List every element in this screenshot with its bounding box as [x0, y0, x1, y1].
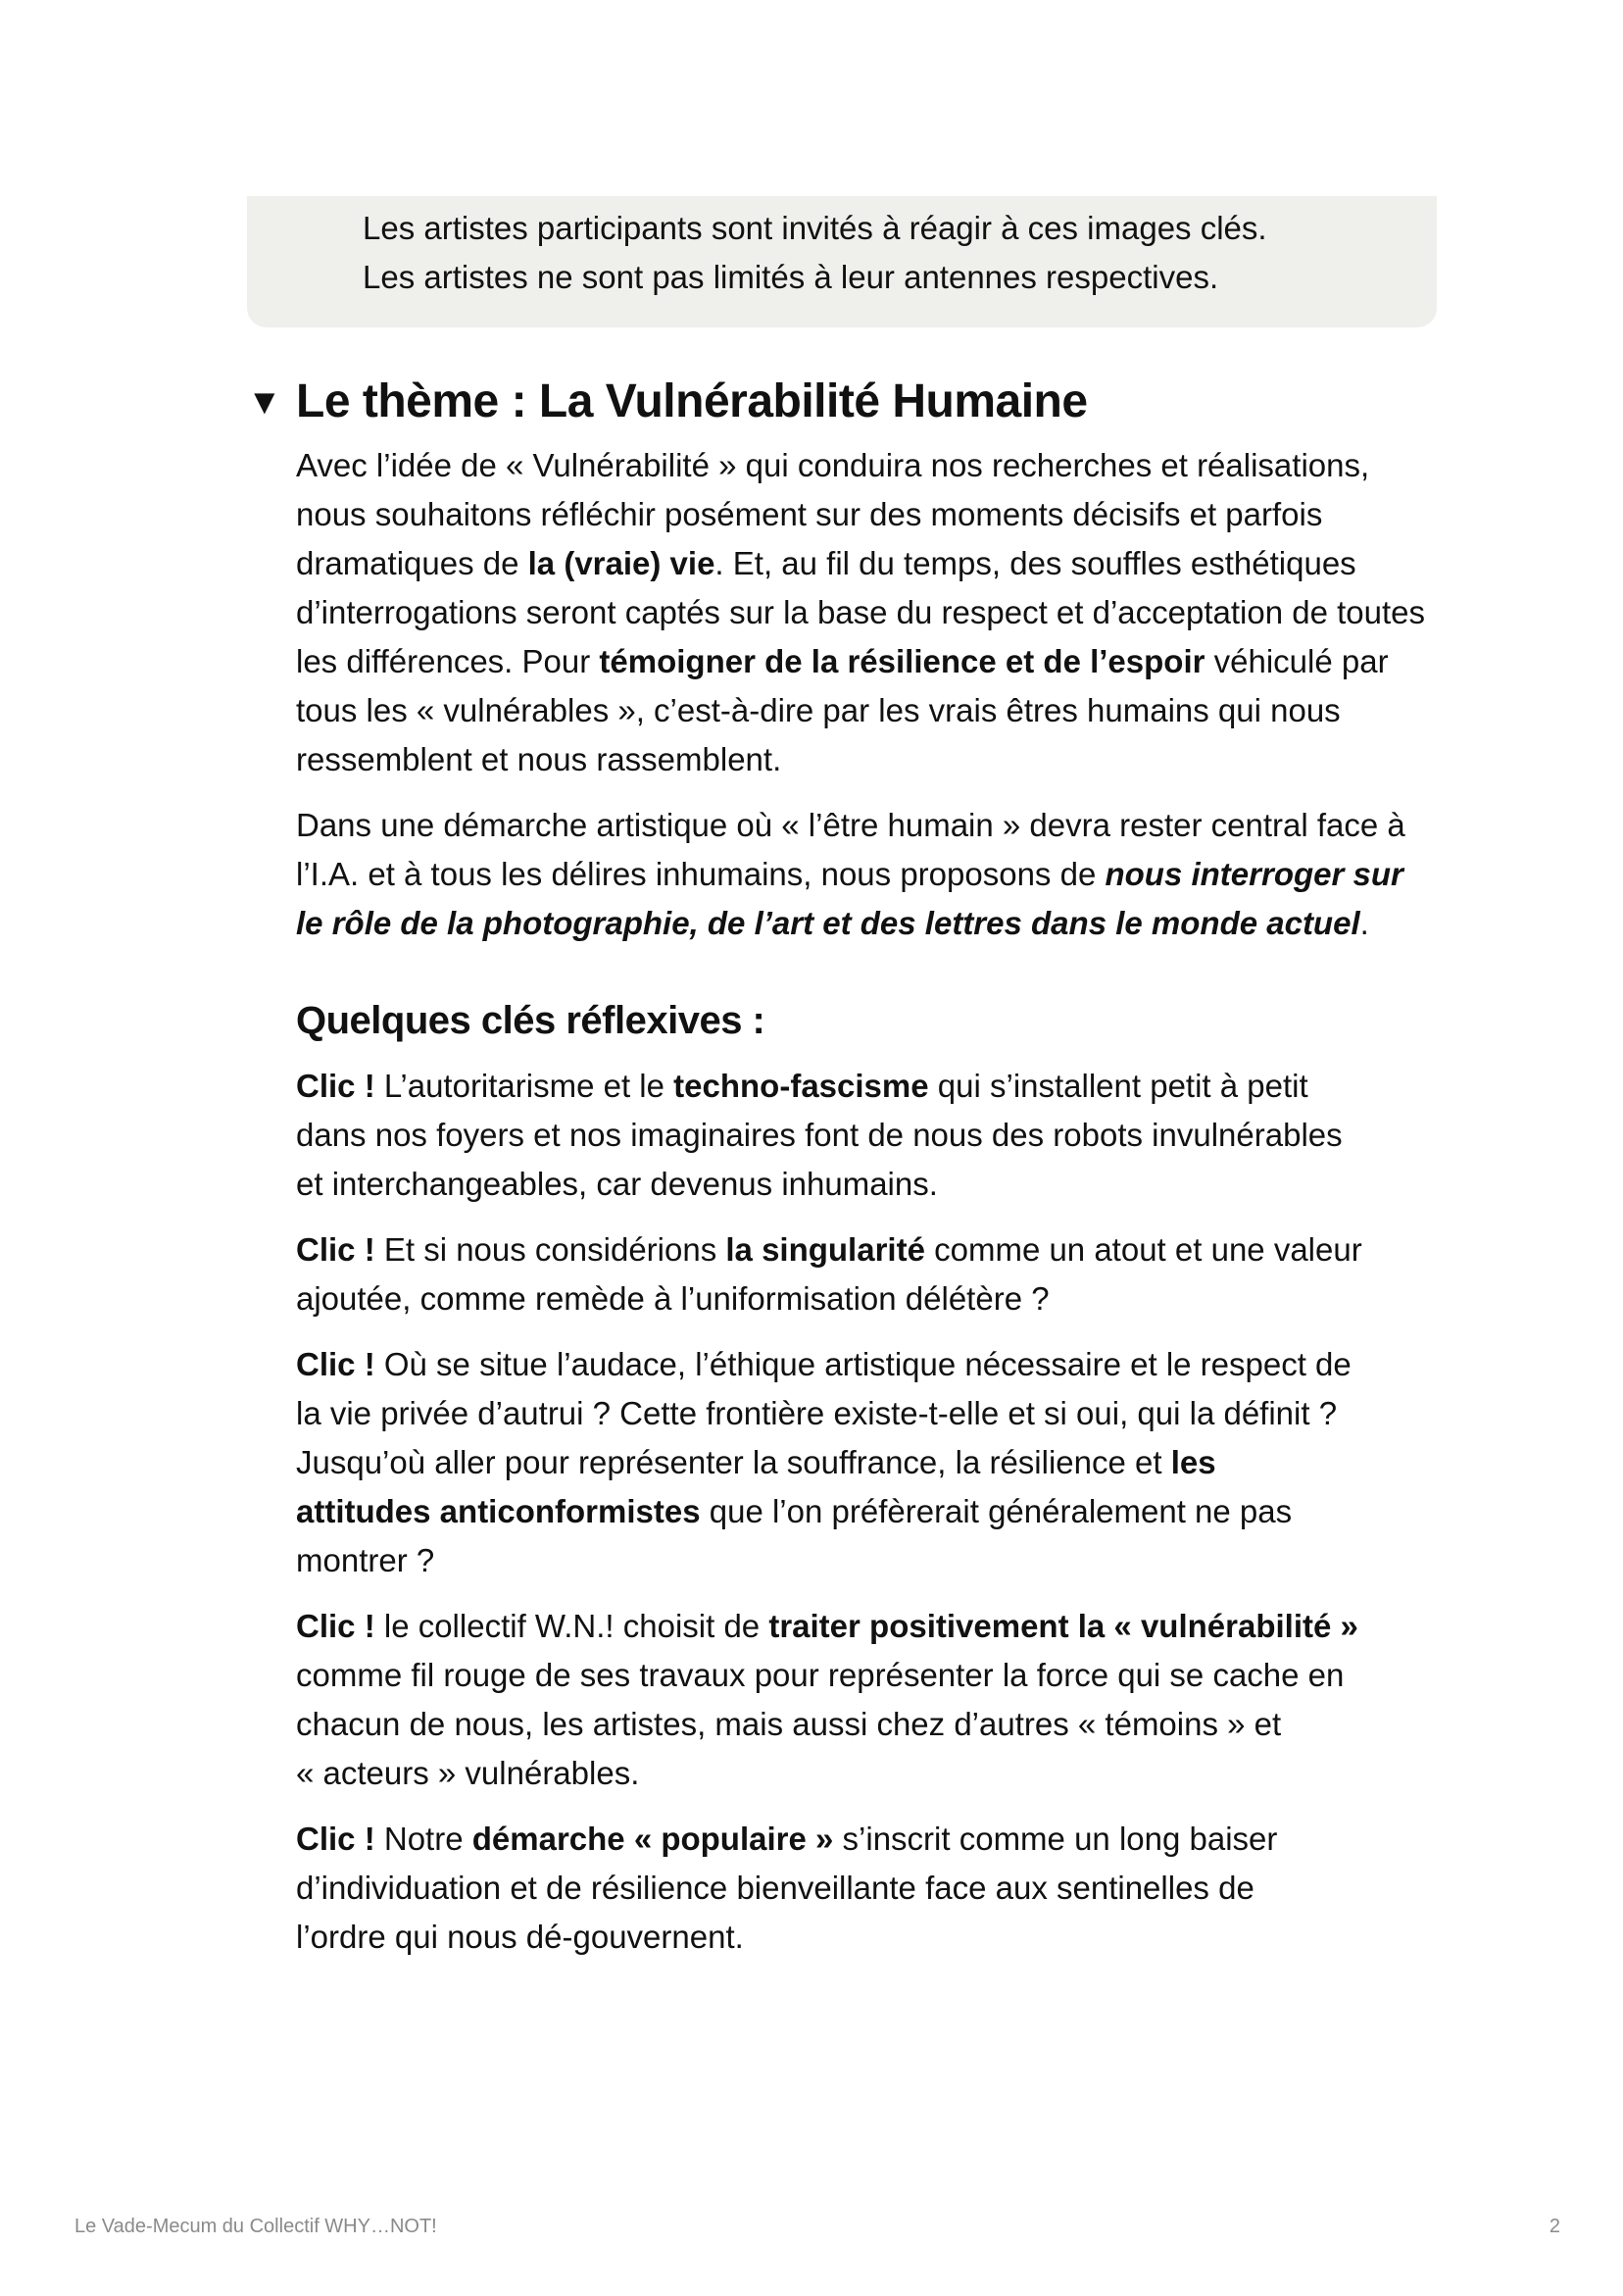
subheading-keys: Quelques clés réflexives :	[296, 999, 765, 1042]
section-header[interactable]	[247, 363, 1437, 441]
clic-lead: Clic !	[296, 1231, 375, 1268]
clic-item-4: Clic ! le collectif W.N.! choisit de traiter positivement la « vulnérabilité » comme fil rouge de ses travaux pour représenter la force qui se cache en chacun de nous, les artistes, mais aussi chez d’autres « témoins » et « acteurs » vulnérables.	[296, 1608, 1358, 1791]
clic-lead: Clic !	[296, 1608, 375, 1644]
clic-item-2: Clic ! Et si nous considérions la singularité comme un atout et une valeur ajoutée, comme remède à l’uniformisation délétère ?	[296, 1231, 1362, 1317]
theme-section	[247, 363, 1437, 1962]
bold-phrase: traiter positivement la « vulnérabilité »	[768, 1608, 1358, 1644]
second-paragraph: Dans une démarche artistique où « l’être humain » devra rester central face à l’I.A. et à tous les délires inhumains, nous proposons de nous interroger sur le rôle de la photographie, de l’art et des lettres dans le monde actuel.	[296, 807, 1405, 941]
clic-lead: Clic !	[296, 1068, 375, 1104]
intro-paragraph: Avec l’idée de « Vulnérabilité » qui conduira nos recherches et réalisations, nous souhaitons réfléchir posément sur des moments décisifs et parfois dramatiques de la (vraie) vie. Et, au fil du temps, des souffles esthétiques d’interrogations seront captés sur la base du respect et d’acceptation de toutes les différences. Pour témoigner de la résilience et de l’espoir véhiculé par tous les « vulnérables », c’est-à-dire par les vrais êtres humains qui nous ressemblent et nous rassemblent.	[296, 447, 1426, 777]
clic-lead: Clic !	[296, 1821, 375, 1857]
callout-block	[247, 196, 1437, 327]
callout-line-1: Les artistes participants sont invités à réagir à ces images clés.	[363, 210, 1267, 246]
callout-line-2: Les artistes ne sont pas limités à leur antennes respectives.	[363, 259, 1219, 295]
clic-item-3: Clic ! Où se situe l’audace, l’éthique artistique nécessaire et le respect de la vie privée d’autrui ? Cette frontière existe-t-elle et si oui, qui la définit ? Jusqu’où aller pour représenter la souffrance, la résilience et les attitudes anticonformistes que l’on préfèrerait généralement ne pas montrer ?	[296, 1346, 1352, 1578]
footer-document-title: Le Vade-Mecum du Collectif WHY…NOT!	[74, 2216, 437, 2237]
bold-phrase: témoigner de la résilience et de l’espoir	[599, 643, 1205, 679]
bold-phrase: les attitudes anticonformistes	[296, 1444, 1216, 1529]
bold-phrase: la singularité	[725, 1231, 925, 1268]
section-body	[296, 441, 1437, 1962]
footer-page-number: 2	[1549, 2216, 1560, 2237]
toggle-triangle-icon[interactable]: ▼	[247, 381, 282, 422]
section-title: Le thème : La Vulnérabilité Humaine	[296, 375, 1088, 427]
bold-italic-phrase: nous interroger sur le rôle de la photographie, de l’art et des lettres dans le monde actuel	[296, 856, 1403, 941]
bold-phrase: démarche « populaire »	[471, 1821, 834, 1857]
clic-lead: Clic !	[296, 1346, 375, 1382]
bold-phrase: techno-fascisme	[673, 1068, 929, 1104]
clic-item-1: Clic ! L’autoritarisme et le techno-fascisme qui s’installent petit à petit dans nos foyers et nos imaginaires font de nous des robots invulnérables et interchangeables, car devenus inhumains.	[296, 1068, 1343, 1202]
clic-item-5: Clic ! Notre démarche « populaire » s’inscrit comme un long baiser d’individuation et de résilience bienveillante face aux sentinelles de l’ordre qui nous dé-gouvernent.	[296, 1821, 1278, 1955]
bold-phrase: la (vraie) vie	[527, 545, 715, 581]
